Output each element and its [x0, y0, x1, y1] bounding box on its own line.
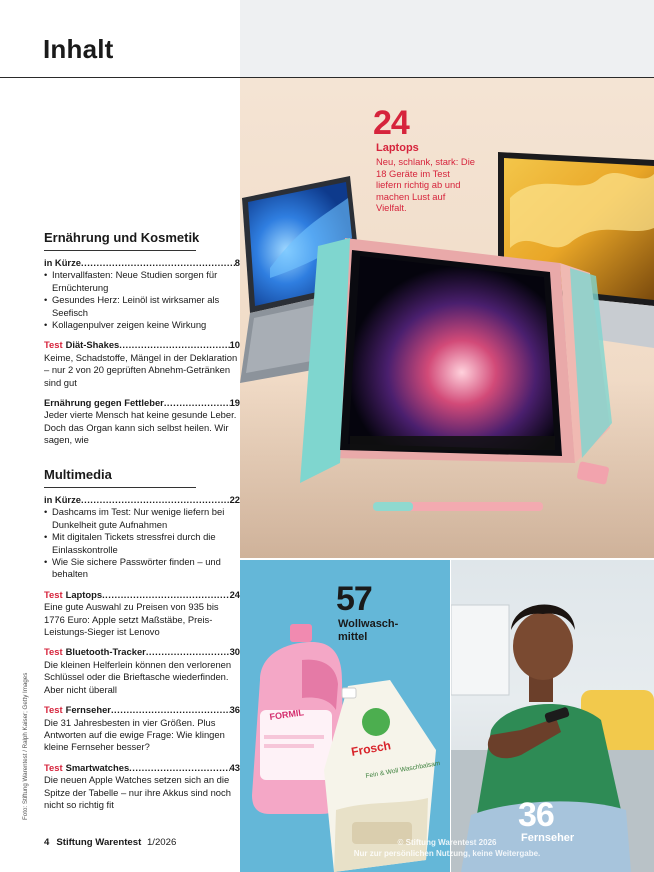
page-footer: [44, 837, 176, 848]
header-panel: [240, 0, 654, 77]
test-marker: Test: [44, 588, 63, 600]
entry-page: 8: [234, 257, 240, 268]
entry-text: Die kleinen Helferlein können den verlorenen Schlüssel oder die Brieftasche wiederfinden. Aber nicht überall: [44, 658, 232, 695]
toc-entry-diaet-shakes[interactable]: [44, 339, 240, 389]
feature-laptops-photo[interactable]: [240, 78, 654, 558]
bullet-item: • Dashcams im Test: Nur wenige liefern bei Dunkelheit gute Aufnahmen: [44, 506, 240, 531]
feature-wollwaschmittel-label: Wollwasch-mittel: [338, 618, 399, 643]
toc-entry-fernseher[interactable]: [44, 704, 240, 754]
page-title: Inhalt: [43, 34, 114, 64]
entry-page: 43: [229, 761, 240, 773]
entry-page: 10: [229, 339, 240, 351]
frosch-label: Frosch: [350, 738, 392, 759]
bullet-list: [44, 506, 240, 580]
toc-entry-laptops[interactable]: [44, 589, 240, 639]
feature-wollwaschmittel-photo[interactable]: [240, 560, 450, 872]
entry-text: Die neuen Apple Watches setzen sich an die Spitze der Tabelle – nur ihre Akkus sind noch nicht so richtig fit: [44, 774, 231, 810]
test-marker: Test: [44, 704, 63, 716]
footer-brand: Stiftung Warentest: [56, 837, 142, 848]
section-rule: [44, 250, 196, 251]
entry-page: 19: [229, 397, 240, 409]
entry-label: Bluetooth-Tracker: [65, 646, 146, 658]
entry-text: Jeder vierte Mensch hat keine gesunde Leber. Doch das Organ kann sich selbst heilen. Wir sagen, wie: [44, 409, 237, 446]
toc-entry-in-kuerze[interactable]: [44, 494, 240, 581]
test-marker: Test: [44, 339, 63, 351]
test-marker: Test: [44, 646, 63, 658]
entry-label: in Kürze: [44, 494, 81, 505]
toc-entry-fettleber[interactable]: [44, 397, 240, 447]
feature-fernseher-photo[interactable]: [451, 560, 654, 872]
section-rule: [44, 487, 196, 488]
copyright-line-1: © Stiftung Warentest 2026: [397, 838, 497, 847]
toc-entry-smartwatches[interactable]: [44, 762, 240, 812]
photo-credit: Foto: Stiftung Warentest / Ralph Kaiser; Getty Images: [22, 672, 29, 820]
section-title: Ernährung und Kosmetik: [44, 230, 200, 245]
entry-text: Keime, Schadstoffe, Mängel in der Deklaration – nur 2 von 20 geprüften Abnehm-Getränken sind gut: [44, 351, 238, 388]
bullet-item: • Gesundes Herz: Leinöl ist wirksamer als Seefisch: [44, 294, 240, 319]
copyright-notice: [240, 837, 654, 859]
entry-label: in Kürze: [44, 257, 81, 268]
feature-laptops-text: Neu, schlank, stark: Die 18 Geräte im Test liefern richtig ab und machen Lust auf Vielfalt.: [376, 156, 475, 214]
formil-label: FORMIL: [268, 707, 305, 722]
test-marker: Test: [44, 761, 63, 773]
entry-page: 30: [229, 646, 240, 658]
toc-entry-bluetooth-tracker[interactable]: [44, 646, 240, 696]
feature-laptops-label: Laptops: [376, 142, 419, 154]
entry-label: Diät-Shakes: [65, 339, 120, 351]
entry-text: Die 31 Jahresbesten in vier Größen. Plus Antworten auf die ewige Frage: Wie klingen kleine Fernseher besser?: [44, 716, 225, 753]
page-number: 4: [44, 837, 50, 848]
bullet-item: • Kollagenpulver zeigen keine Wirkung: [44, 319, 240, 331]
entry-label: Ernährung gegen Fettleber: [44, 397, 164, 409]
feature-wollwaschmittel-number: 57: [336, 580, 372, 618]
entry-label: Fernseher: [65, 704, 111, 716]
entry-page: 24: [229, 588, 240, 600]
laptops-illustration: [240, 78, 654, 558]
entry-label: Laptops: [65, 588, 103, 600]
section-multimedia: [44, 467, 240, 819]
feature-fernseher-label: Fernseher: [521, 832, 575, 844]
frosch-sub-label: Fein & Woll Waschbalsam: [365, 759, 441, 780]
bullet-list: [44, 269, 240, 331]
bullet-item: • Mit digitalen Tickets stressfrei durch die Einlasskontrolle: [44, 531, 240, 556]
feature-fernseher-number: 36: [518, 796, 554, 834]
bullet-item: • Intervallfasten: Neue Studien sorgen für Ernüchterung: [44, 269, 240, 294]
entry-page: 36: [229, 704, 240, 716]
toc-entry-in-kuerze[interactable]: [44, 257, 240, 331]
bullet-item: • Wie Sie sichere Passwörter finden – und behalten: [44, 556, 240, 581]
entry-page: 22: [229, 494, 240, 505]
section-ernaehrung: [44, 230, 240, 455]
copyright-line-2: Nur zur persönlichen Nutzung, keine Weitergabe.: [353, 849, 541, 858]
entry-label: Smartwatches: [65, 761, 130, 773]
footer-issue: 1/2026: [146, 837, 177, 848]
feature-laptops-number: 24: [373, 104, 409, 142]
section-title: Multimedia: [44, 467, 112, 482]
entry-text: Eine gute Auswahl zu Preisen von 935 bis 1776 Euro: Apple setzt Maßstäbe, Preis-Leistungs-Sieger ist Lenovo: [44, 601, 219, 638]
